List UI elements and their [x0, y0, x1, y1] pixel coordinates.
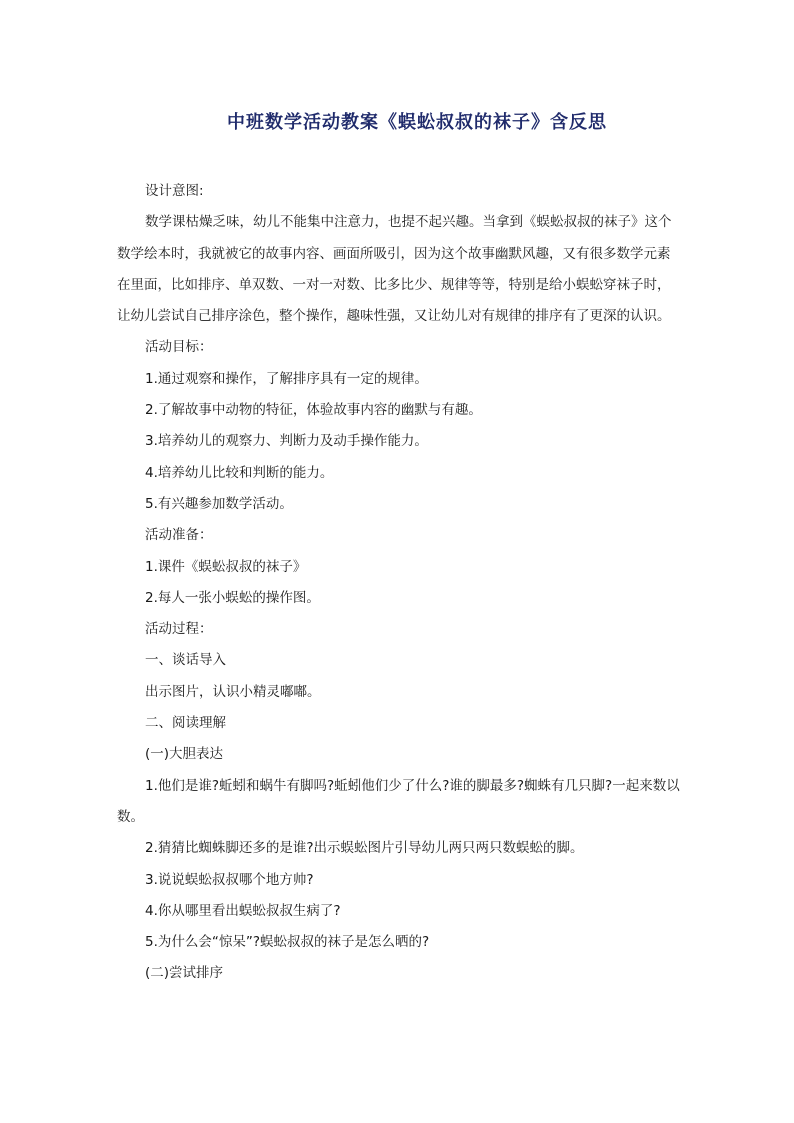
- document-body: [117, 176, 683, 990]
- goal-item: 2.了解故事中动物的特征，体验故事内容的幽默与有趣。: [145, 402, 482, 419]
- section-heading-design-intent: 设计意图:: [145, 183, 204, 199]
- goal-item: 5.有兴趣参加数学活动。: [145, 495, 293, 512]
- document-title: 中班数学活动教案《蜈蚣叔叔的袜子》含反思: [227, 112, 607, 133]
- question-item: 1.他们是谁?蚯蚓和蜗牛有脚吗?蚯蚓他们少了什么?谁的脚最多?蜘蛛有几只脚?一起来数以数。: [117, 777, 680, 825]
- preparation-item: 1.课件《蜈蚣叔叔的袜子》: [145, 558, 307, 575]
- section-heading-preparation: 活动准备：: [145, 527, 213, 544]
- process-step-heading: 二、阅读理解: [145, 715, 226, 732]
- goal-item: 4.培养幼儿比较和判断的能力。: [145, 464, 334, 481]
- process-text: 出示图片，认识小精灵嘟嘟。: [145, 683, 321, 700]
- section-heading-process: 活动过程：: [145, 621, 213, 638]
- goal-item: 1.通过观察和操作，了解排序具有一定的规律。: [145, 370, 428, 387]
- question-item: 3.说说蜈蚣叔叔哪个地方帅?: [145, 871, 314, 888]
- question-item: 4.你从哪里看出蜈蚣叔叔生病了?: [145, 902, 341, 919]
- question-item: 5.为什么会“惊呆”?蜈蚣叔叔的袜子是怎么晒的?: [145, 934, 430, 951]
- section-heading-goals: 活动目标：: [145, 339, 213, 356]
- goal-item: 3.培养幼儿的观察力、判断力及动手操作能力。: [145, 433, 428, 450]
- process-subheading: (二)尝试排序: [145, 965, 224, 982]
- design-intent-paragraph: 数学课枯燥乏味，幼儿不能集中注意力，也提不起兴趣。当拿到《蜈蚣叔叔的袜子》这个数学绘本时，我就被它的故事内容、画面所吸引，因为这个故事幽默风趣，又有很多数学元素在里面，比如排序、单双数、一对一对数、比多比少、规律等等，特别是给小蜈蚣穿袜子时，让幼儿尝试自己排序涂色，整个操作，趣味性强，又让幼儿对有规律的排序有了更深的认识。: [117, 214, 672, 325]
- question-item: 2.猜猜比蜘蛛脚还多的是谁?出示蜈蚣图片引导幼儿两只两只数蜈蚣的脚。: [145, 840, 584, 857]
- process-subheading: (一)大胆表达: [145, 746, 224, 763]
- process-step-heading: 一、谈话导入: [145, 652, 226, 669]
- preparation-item: 2.每人一张小蜈蚣的操作图。: [145, 589, 320, 606]
